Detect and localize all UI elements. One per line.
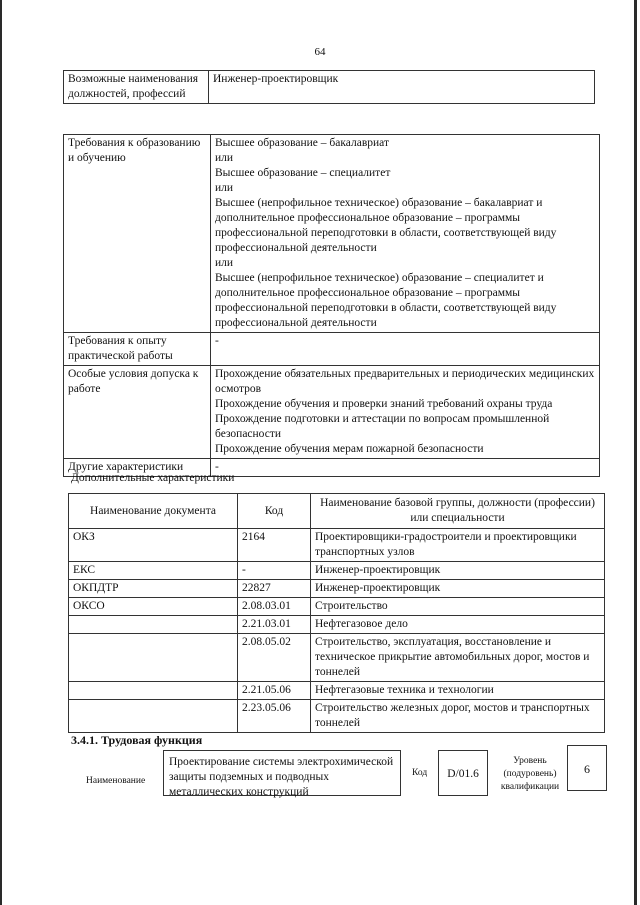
additional-header-row (69, 494, 605, 529)
group-name-cell: Нефтегазовые техника и технологии (311, 682, 605, 700)
table-row (69, 616, 605, 634)
job-titles-row (64, 71, 595, 104)
additional-characteristics-table (68, 493, 605, 733)
requirement-row (64, 333, 600, 366)
requirement-label: Особые условия допуска к работе (64, 366, 211, 459)
requirement-label: Требования к опыту практической работы (64, 333, 211, 366)
header-group-name: Наименование базовой группы, должности (профессии) или специальности (311, 494, 605, 529)
group-name-cell: Проектировщики-градостроители и проектировщики транспортных узлов (311, 529, 605, 562)
table-row (69, 562, 605, 580)
requirement-line: Прохождение обучения мерам пожарной безопасности (215, 443, 484, 455)
code-cell: 2.21.05.06 (238, 682, 311, 700)
doc-cell (69, 700, 238, 733)
function-name-label: Наименование (86, 776, 146, 786)
group-name-cell: Строительство (311, 598, 605, 616)
requirement-line: Высшее образование – бакалавриат (215, 137, 389, 149)
job-titles-label: Возможные наименования должностей, профессий (64, 71, 209, 104)
group-name-cell: Инженер-проектировщик (311, 580, 605, 598)
group-name-cell: Инженер-проектировщик (311, 562, 605, 580)
requirement-line: или (215, 152, 234, 164)
requirement-label: Требования к образованию и обучению (64, 135, 211, 333)
scan-edge-left (0, 0, 2, 905)
requirement-line: - (215, 335, 219, 347)
additional-caption: Дополнительные характеристики (71, 472, 235, 484)
table-row (69, 700, 605, 733)
requirements-table (63, 134, 600, 477)
requirement-line: или (215, 257, 234, 269)
requirement-line: Прохождение обучения и проверки знаний требований охраны труда (215, 398, 553, 410)
page-number: 64 (314, 46, 326, 58)
qualification-level-value: 6 (567, 745, 607, 791)
doc-cell (69, 682, 238, 700)
table-row (69, 682, 605, 700)
requirement-row (64, 135, 600, 333)
doc-cell: ОКПДТР (69, 580, 238, 598)
requirement-row (64, 366, 600, 459)
function-code-value: D/01.6 (438, 750, 488, 796)
requirement-line: Высшее (непрофильное техническое) образование – специалитет и дополнительное профессиональное образование – программы профессиональной переподготовки в области, соответствующей виду профессиональной деятельности (215, 272, 557, 329)
group-name-cell: Строительство, эксплуатация, восстановление и техническое прикрытие автомобильных дорог, мостов и тоннелей (311, 634, 605, 682)
code-cell: 2.23.05.06 (238, 700, 311, 733)
requirement-line: Прохождение подготовки и аттестации по вопросам промышленной безопасности (215, 413, 550, 440)
requirement-line: или (215, 182, 234, 194)
header-document: Наименование документа (69, 494, 238, 529)
job-titles-value: Инженер-проектировщик (209, 71, 595, 104)
requirement-value (211, 459, 600, 477)
labor-function-heading: 3.4.1. Трудовая функция (71, 733, 203, 747)
code-cell: 22827 (238, 580, 311, 598)
requirement-value (211, 135, 600, 333)
table-row (69, 580, 605, 598)
requirement-line: Высшее образование – специалитет (215, 167, 391, 179)
code-cell: - (238, 562, 311, 580)
code-cell: 2164 (238, 529, 311, 562)
requirement-line: Прохождение обязательных предварительных и периодических медицинских осмотров (215, 368, 595, 395)
function-name-value: Проектирование системы электрохимической защиты подземных и подводных металлических конструкций (163, 750, 401, 796)
doc-cell (69, 616, 238, 634)
table-row (69, 634, 605, 682)
code-cell: 2.08.03.01 (238, 598, 311, 616)
doc-cell (69, 634, 238, 682)
requirement-value (211, 333, 600, 366)
header-code: Код (238, 494, 311, 529)
requirement-line: Высшее (непрофильное техническое) образование – бакалавриат и дополнительное профессиональное образование – программы профессиональной переподготовки в области, соответствующей виду профессиональной деятельности (215, 197, 557, 254)
scan-edge-right (634, 0, 637, 905)
function-code-label: Код (412, 768, 428, 778)
code-cell: 2.08.05.02 (238, 634, 311, 682)
group-name-cell: Строительство железных дорог, мостов и транспортных тоннелей (311, 700, 605, 733)
qualification-level-label: Уровень (подуровень) квалификации (500, 756, 560, 792)
table-row (69, 529, 605, 562)
requirement-line: - (215, 461, 219, 473)
doc-cell: ОКЗ (69, 529, 238, 562)
code-cell: 2.21.03.01 (238, 616, 311, 634)
requirement-value (211, 366, 600, 459)
group-name-cell: Нефтегазовое дело (311, 616, 605, 634)
job-titles-table (63, 70, 595, 104)
doc-cell: ЕКС (69, 562, 238, 580)
doc-cell: ОКСО (69, 598, 238, 616)
table-row (69, 598, 605, 616)
requirement-label: Другие характеристики (64, 459, 211, 477)
